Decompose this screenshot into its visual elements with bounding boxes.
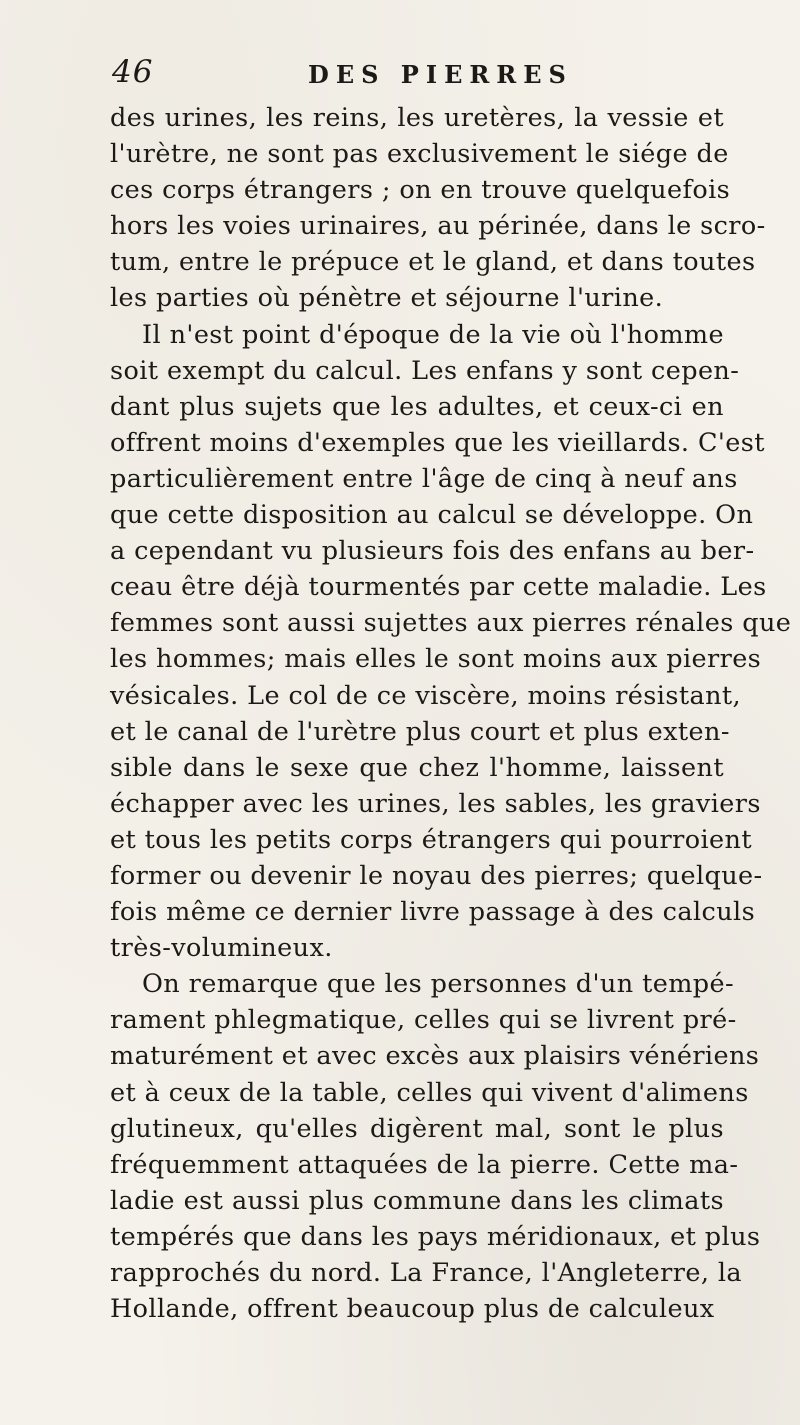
text-line: hors les voies urinaires, au périnée, dans le scro- [110, 211, 766, 242]
text-line: soit exempt du calcul. Les enfans y sont cepen- [110, 355, 740, 386]
text-line: dant plus sujets que les adultes, et ceux-ci en [110, 391, 724, 422]
text-line: tempérés que dans les pays méridionaux, et plus [110, 1221, 761, 1252]
text-line: et à ceux de la table, celles qui vivent d'alimens [110, 1077, 749, 1108]
running-head-title: DES PIERRES [308, 60, 573, 89]
text-line: l'urètre, ne sont pas exclusivement le siége de [110, 139, 729, 170]
running-head [112, 54, 712, 98]
text-line: offrent moins d'exemples que les vieillards. C'est [110, 427, 765, 458]
text-line: ceau être déjà tourmentés par cette maladie. Les [110, 572, 767, 603]
paragraph [110, 317, 792, 967]
body-text [110, 100, 792, 1327]
text-line: les hommes; mais elles le sont moins aux pierres [110, 644, 762, 675]
page-number: 46 [112, 54, 154, 90]
text-line: vésicales. Le col de ce viscère, moins résistant, [110, 680, 742, 711]
text-line: ces corps étrangers ; on en trouve quelquefois [110, 175, 731, 206]
text-line: tum, entre le prépuce et le gland, et dans toutes [110, 247, 756, 278]
text-line: glutineux, qu'elles digèrent mal, sont le plus [110, 1113, 724, 1144]
text-line: ladie est aussi plus commune dans les climats [110, 1185, 724, 1216]
text-line: fréquemment attaquées de la pierre. Cette ma- [110, 1149, 739, 1180]
text-line: échapper avec les urines, les sables, les graviers [110, 788, 761, 819]
text-line: On remarque que les personnes d'un tempé- [142, 969, 735, 1000]
text-line: et le canal de l'urètre plus court et plus exten- [110, 716, 730, 747]
text-line: des urines, les reins, les uretères, la vessie et [110, 103, 724, 133]
text-line: particulièrement entre l'âge de cinq à neuf ans [110, 463, 738, 494]
text-line: les parties où pénètre et séjourne l'urine. [110, 283, 664, 314]
text-line: rament phlegmatique, celles qui se livrent pré- [110, 1005, 737, 1036]
text-line: très-volumineux. [110, 933, 333, 964]
text-line: a cependant vu plusieurs fois des enfans au ber- [110, 536, 755, 567]
text-line: maturément et avec excès aux plaisirs vénériens [110, 1041, 760, 1072]
text-line: Il n'est point d'époque de la vie où l'homme [142, 319, 724, 350]
paragraph [110, 966, 761, 1327]
text-line: Hollande, offrent beaucoup plus de calculeux [110, 1294, 715, 1325]
paragraph [110, 100, 766, 317]
text-line: sible dans le sexe que chez l'homme, laissent [110, 752, 724, 783]
text-line: former ou devenir le noyau des pierres; quelque- [110, 860, 763, 891]
text-line: femmes sont aussi sujettes aux pierres rénales que [110, 608, 792, 639]
text-line: fois même ce dernier livre passage à des calculs [110, 897, 756, 928]
text-line: que cette disposition au calcul se développe. On [110, 500, 754, 531]
text-line: rapprochés du nord. La France, l'Angleterre, la [110, 1258, 743, 1288]
text-line: et tous les petits corps étrangers qui pourroient [110, 824, 752, 855]
